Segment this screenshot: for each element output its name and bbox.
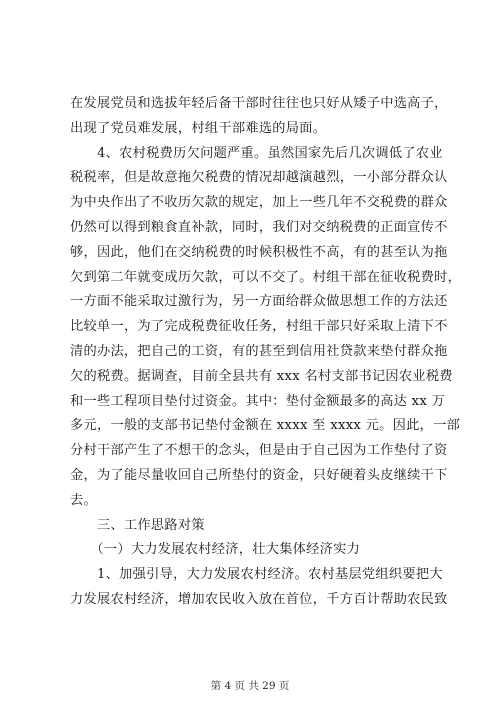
text-line: 金，为了能尽量收回自己所垫付的资金，只好硬着头皮继续干下	[70, 467, 448, 483]
text-line: 比较单一，为了完成税费征收任务，村组干部只好采取上清下不	[70, 319, 448, 335]
document-body	[70, 92, 462, 613]
text-line: 够，因此，他们在交纳税费的时候积极性不高，有的甚至认为拖	[70, 244, 448, 260]
text-line: 和一些工程项目垫付过资金。其中：垫付金额最多的高达 xx 万	[70, 393, 446, 409]
text-line: 分村干部产生了不想干的念头，但是由于自己因为工作垫付了资	[70, 443, 448, 459]
section-heading: 三、工作思路对策	[70, 517, 205, 533]
text-line: 清的办法，把自己的工资，有的甚至到信用社贷款来垫付群众拖	[70, 343, 448, 359]
text-line: 出现了党员难发展，村组干部难选的局面。	[70, 120, 327, 136]
text-line: 欠的税费。据调查，目前全县共有 xxx 名村支部书记因农业税费	[70, 368, 453, 384]
text-line: 仍然可以得到粮食直补款，同时，我们对交纳税费的正面宣传不	[70, 219, 448, 235]
text-line: 去。	[70, 492, 97, 508]
text-line: 1、加强引导，大力发展农村经济。农村基层党组织要把大	[70, 567, 443, 583]
text-line: 力发展农村经济，增加农民收入放在首位，千方百计帮助农民致	[70, 591, 448, 607]
text-line: 一方面不能采取过激行为，另一方面给群众做思想工作的方法还	[70, 294, 448, 310]
text-line: 在发展党员和选拔年轻后备干部时往往也只好从矮子中选高子，	[70, 96, 448, 111]
text-line: 欠到第二年就变成历欠款，可以不交了。村组干部在征收税费时，	[70, 269, 462, 285]
text-line: 4、农村税费历欠问题严重。虽然国家先后几次调低了农业	[70, 145, 443, 161]
text-line: 税税率，但是故意拖欠税费的情况却越演越烈，一小部分群众认	[70, 170, 448, 186]
text-line: 多元，一般的支部书记垫付金额在 xxxx 至 xxxx 元。因此，一部	[70, 418, 461, 434]
text-line: 为中央作出了不收历欠款的规定，加上一些几年不交税费的群众	[70, 195, 448, 211]
subsection-heading: （一）大力发展农村经济，壮大集体经济实力	[70, 542, 361, 558]
page-number-footer: 第 4 页 共 29 页	[210, 680, 290, 692]
